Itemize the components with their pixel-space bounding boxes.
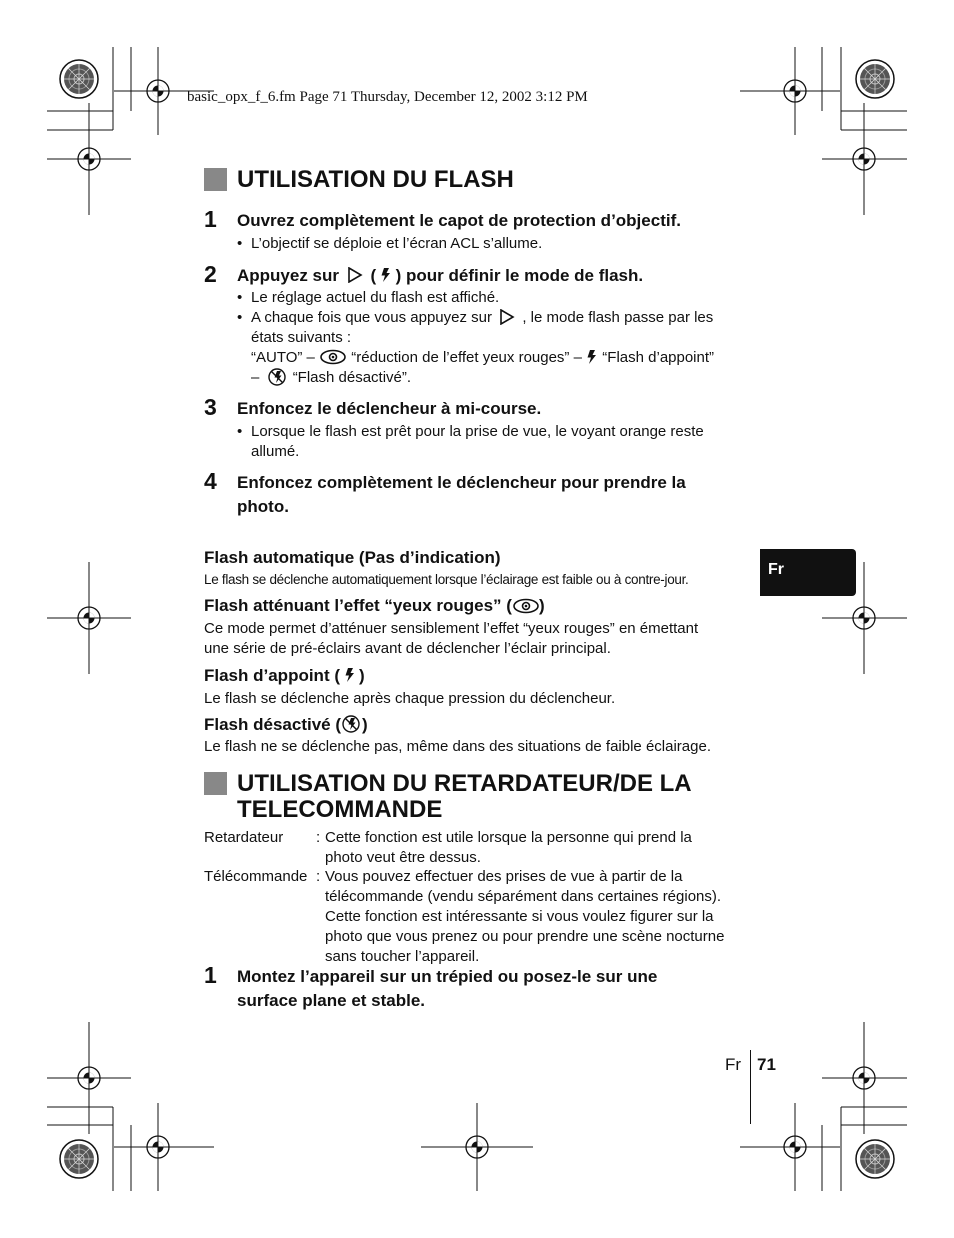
right-arrow-icon (500, 309, 516, 325)
bullet-item: • L’objectif se déploie et l’écran ACL s’allume. (237, 235, 543, 252)
section-title-self-timer: UTILISATION DU RETARDATEUR/DE LA TELECOMMANDE (204, 771, 764, 823)
definition-term: Retardateur (204, 829, 284, 846)
bullet-item: • A chaque fois que vous appuyez sur , le mode flash passe par les états suivants : “AUTO” – “réduction de l’effet yeux rouges” – “Flash d’appoint” – “Flash désactivé”. (237, 309, 715, 386)
step-text: Ouvrez complètement le capot de protection d’objectif. (237, 211, 681, 230)
step-text: Enfoncez complètement le déclencheur pour prendre la photo. (237, 473, 686, 516)
bullet-item: • Le réglage actuel du flash est affiché. (237, 289, 500, 306)
mode-desc: Le flash se déclenche après chaque pression du déclencheur. (204, 690, 616, 707)
file-slug: basic_opx_f_6.fm Page 71 Thursday, December 12, 2002 3:12 PM (187, 89, 588, 105)
step-text: Enfoncez le déclencheur à mi-course. (237, 399, 542, 418)
mode-desc: Le flash ne se déclenche pas, même dans des situations de faible éclairage. (204, 738, 711, 755)
step-number: 1 (204, 206, 217, 232)
footer-language: Fr (725, 1055, 742, 1074)
step-text: Appuyez sur ( ) pour définir le mode de flash. (237, 266, 644, 285)
step-text: Montez l’appareil sur un trépied ou posez-le sur une surface plane et stable. (237, 967, 658, 1010)
flash-off-icon (342, 715, 361, 734)
definition-separator: : (316, 868, 321, 885)
definition-text: Cette fonction est utile lorsque la personne qui prend la photo veut être dessus. (325, 829, 692, 866)
step-number: 3 (204, 394, 217, 420)
flash-off-icon (268, 368, 286, 386)
section-title-flash: UTILISATION DU FLASH (204, 167, 764, 193)
footer-divider (750, 1050, 751, 1124)
definition-separator: : (316, 829, 321, 846)
step-number: 1 (204, 962, 217, 988)
definition-text: Vous pouvez effectuer des prises de vue à partir de la télécommande (vendu séparément dans certaines régions). Cette fonction est intéressante si vous voulez figurer sur la photo que vous prenez ou pour prendre une scène nocturne sans toucher l’appareil. (325, 868, 725, 965)
flash-icon (381, 268, 391, 283)
step-number: 4 (204, 468, 217, 494)
gray-square-icon (204, 168, 227, 191)
flash-icon (587, 350, 597, 365)
right-arrow-icon (348, 267, 364, 283)
mode-desc: Ce mode permet d’atténuer sensiblement l’effet “yeux rouges” en émettant une série de pré-éclairs avant de déclencher l’éclair principal. (204, 620, 699, 657)
mode-title: Flash d’appoint ( ) (204, 666, 365, 685)
page-number: 71 (757, 1055, 776, 1074)
definition-term: Télécommande (204, 868, 308, 885)
mode-title: Flash désactivé ( ) (204, 715, 368, 734)
gray-square-icon (204, 772, 227, 795)
mode-desc: Le flash se déclenche automatiquement lorsque l’éclairage est faible ou à contre-jour. (204, 572, 689, 587)
mode-title: Flash automatique (Pas d’indication) (204, 548, 501, 567)
step-number: 2 (204, 261, 217, 287)
flash-icon (343, 668, 357, 683)
bullet-item: • Lorsque le flash est prêt pour la prise de vue, le voyant orange reste allumé. (237, 423, 704, 460)
red-eye-icon (320, 349, 346, 365)
mode-title: Flash atténuant l’effet “yeux rouges” ( ) (204, 596, 545, 615)
language-tab: Fr (760, 549, 856, 596)
red-eye-icon (513, 598, 539, 614)
